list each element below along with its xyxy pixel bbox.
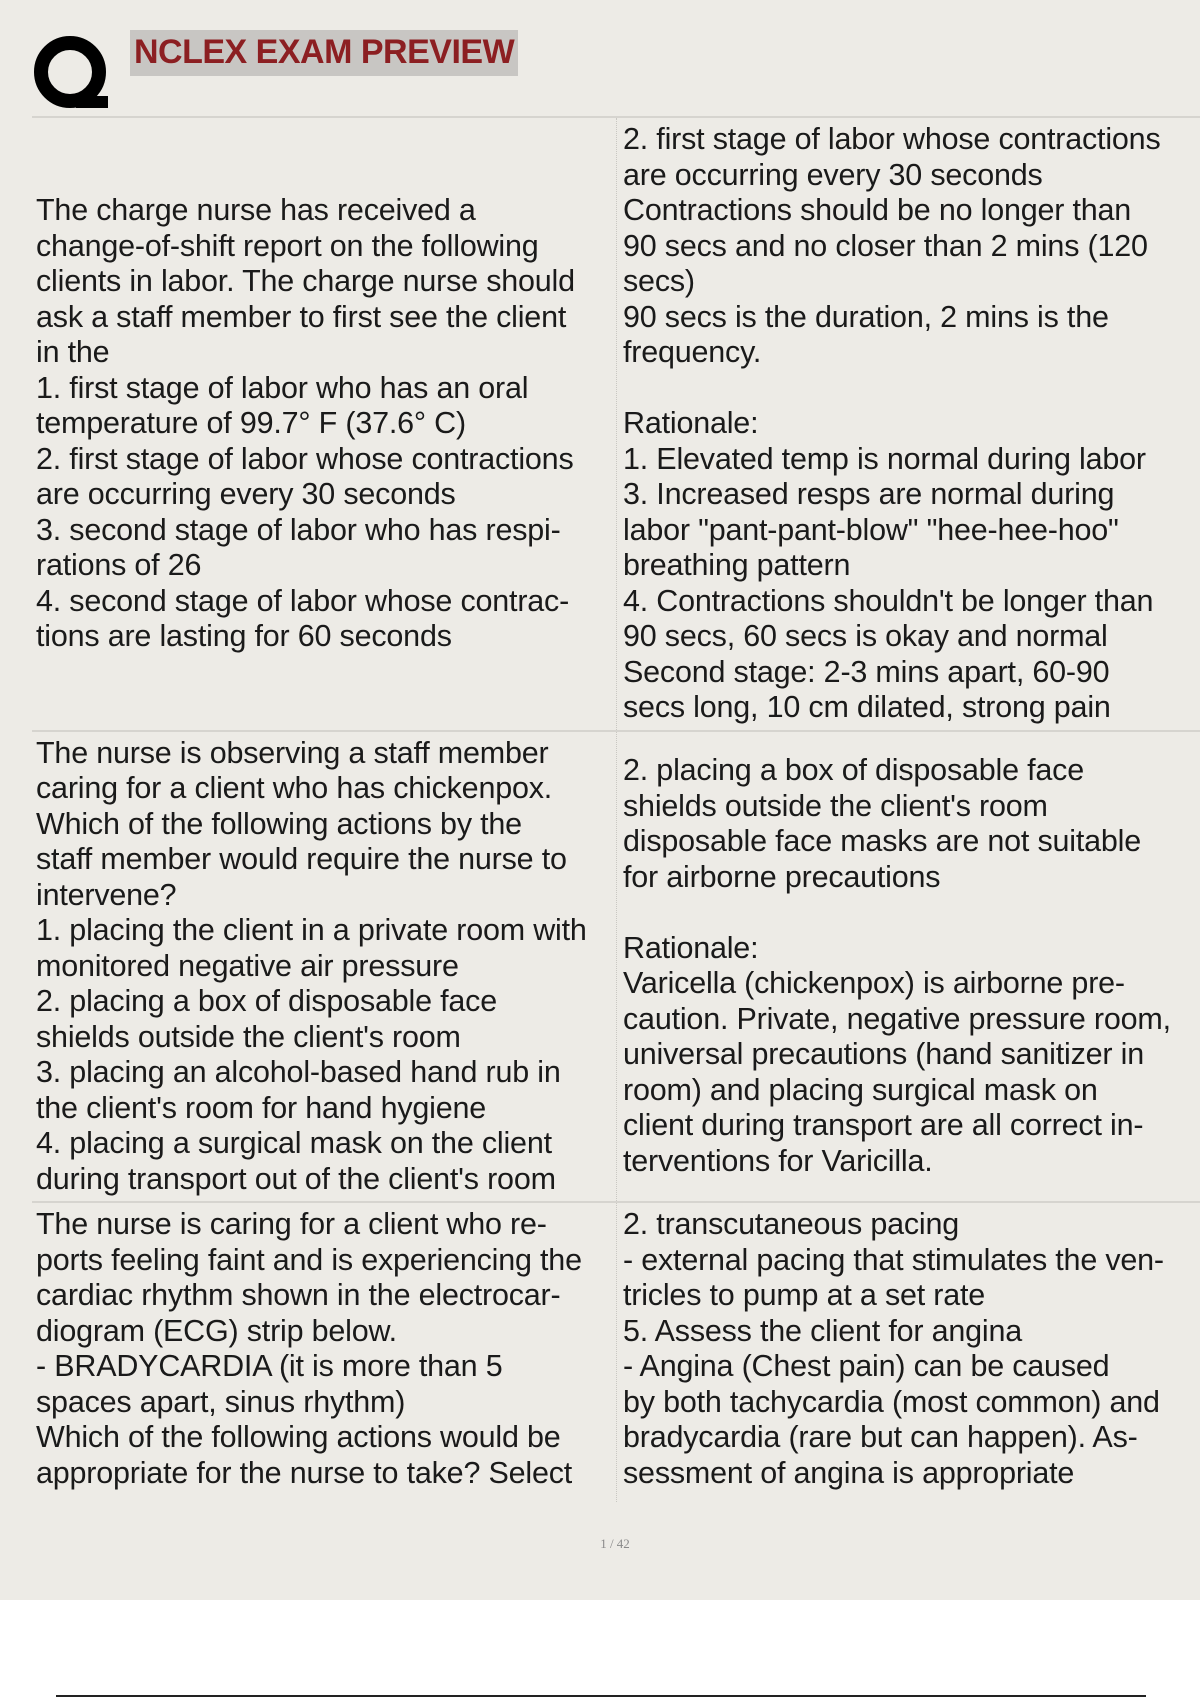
page-title: NCLEX EXAM PREVIEW: [130, 30, 518, 76]
flashcard-row: [32, 117, 1200, 731]
flashcard-row: [32, 1202, 1200, 1502]
answer-cell: 2. transcutaneous pacing - external pacing that stimulates the ven- tricles to pump at a set rate 5. Assess the client for angina - Angina (Chest pain) can be caused by both tachycardia (most common) and bradycardia (rare but can happen). As- sessment of angina is appropriate: [623, 1207, 1164, 1490]
answer-cell: 2. placing a box of disposable face shields outside the client's room disposable face masks are not suitable for airborne precautions Rationale: Varicella (chickenpox) is airborne pre- caution. Private, negative pressure room, universal precautions (hand sanitizer in room) and placing surgical mask on client during transport are all correct in- terventions for Varicilla.: [623, 753, 1171, 1178]
question-cell: The nurse is observing a staff member caring for a client who has chickenpox. Which of the following actions by the staff member would require the nurse to intervene? 1. placing the client in a private room with monitored negative air pressure 2. placing a box of disposable face shields outside the client's room 3. placing an alcohol-based hand rub in the client's room for hand hygiene 4. placing a surgical mask on the client during transport out of the client's room: [32, 731, 617, 1203]
flashcard-table: [32, 116, 1200, 1502]
flashcard-row: [32, 731, 1200, 1203]
q-logo-icon: [32, 34, 112, 114]
answer-cell: 2. first stage of labor whose contractions are occurring every 30 seconds Contractions should be no longer than 90 secs and no closer than 2 mins (120 secs) 90 secs is the duration, 2 mins is the frequency. Rationale: 1. Elevated temp is normal during labor 3. Increased resps are normal during labor "pant-pant-blow" "hee-hee-hoo" breathing pattern 4. Contractions shouldn't be longer than 90 secs, 60 secs is okay and normal Second stage: 2-3 mins apart, 60-90 secs long, 10 cm dilated, strong pain: [623, 122, 1161, 724]
page-divider: [56, 1695, 1146, 1697]
question-cell: The charge nurse has received a change-of-shift report on the following clients in labor. The charge nurse should ask a staff member to first see the client in the 1. first stage of labor who has an oral temperature of 99.7° F (37.6° C) 2. first stage of labor whose contractions are occurring every 30 seconds 3. second stage of labor who has respi- rations of 26 4. second stage of labor whose contrac- tions are lasting for 60 seconds: [32, 117, 617, 731]
page-header: [32, 30, 1192, 114]
question-cell: The nurse is caring for a client who re- ports feeling faint and is experiencing the cardiac rhythm shown in the electrocar- diogram (ECG) strip below. - BRADYCARDIA (it is more than 5 spaces apart, sinus rhythm) Which of the following actions would be appropriate for the nurse to take? Select: [32, 1202, 617, 1502]
page-number: 1 / 42: [600, 1536, 630, 1551]
